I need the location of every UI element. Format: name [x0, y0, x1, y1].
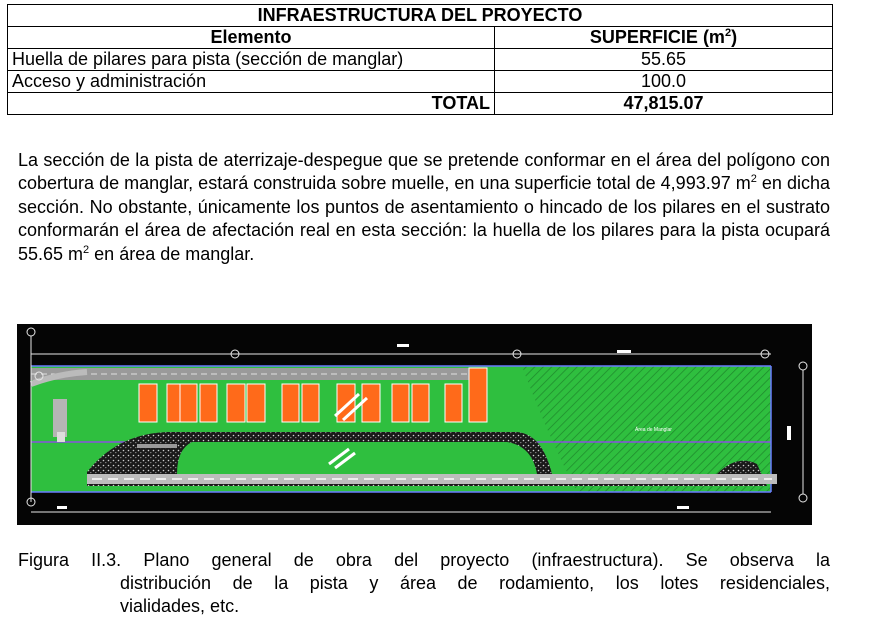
row-surface: 55.65 — [495, 49, 833, 71]
description-paragraph: La sección de la pista de aterrizaje-despegue que se pretende conformar en el área del polígono con cobertura de manglar, estará construida sobre muelle, en una superficie total de 4,993.97 $m^2$ en dicha sección. No obstante, únicamente los puntos de asentamiento o hincado de los pilares en el sustrato conformarán el área de afectación real en esta sección: la huella de los pilares para la pista ocupará 55.65 $m^2$ en área de manglar. — [18, 150, 830, 264]
total-label: TOTAL — [8, 93, 495, 115]
table-row — [8, 49, 833, 71]
site-plan-drawing — [17, 324, 812, 525]
infrastructure-table — [7, 4, 833, 115]
total-value: 47,815.07 — [495, 93, 833, 115]
row-surface: 100.0 — [495, 71, 833, 93]
header-surface: SUPERFICIE $(m^2)$ — [495, 27, 833, 49]
caption-line-3: vialidades, etc. — [120, 596, 240, 616]
header-element: Elemento — [8, 27, 495, 49]
mangrove-area-label: Área de Manglar — [635, 427, 672, 433]
table-row — [8, 71, 833, 93]
figure-caption — [18, 549, 830, 618]
site-plan — [17, 324, 812, 525]
caption-line-2: distribución de la pista y área de rodamiento, los lotes residenciales, — [120, 573, 830, 593]
total-row — [8, 93, 833, 115]
table-title: INFRAESTRUCTURA DEL PROYECTO — [8, 5, 833, 27]
row-element: Huella de pilares para pista (sección de manglar) — [8, 49, 495, 71]
row-element: Acceso y administración — [8, 71, 495, 93]
caption-line-1: Figura II.3. Plano general de obra del proyecto (infraestructura). Se observa la — [18, 550, 830, 570]
